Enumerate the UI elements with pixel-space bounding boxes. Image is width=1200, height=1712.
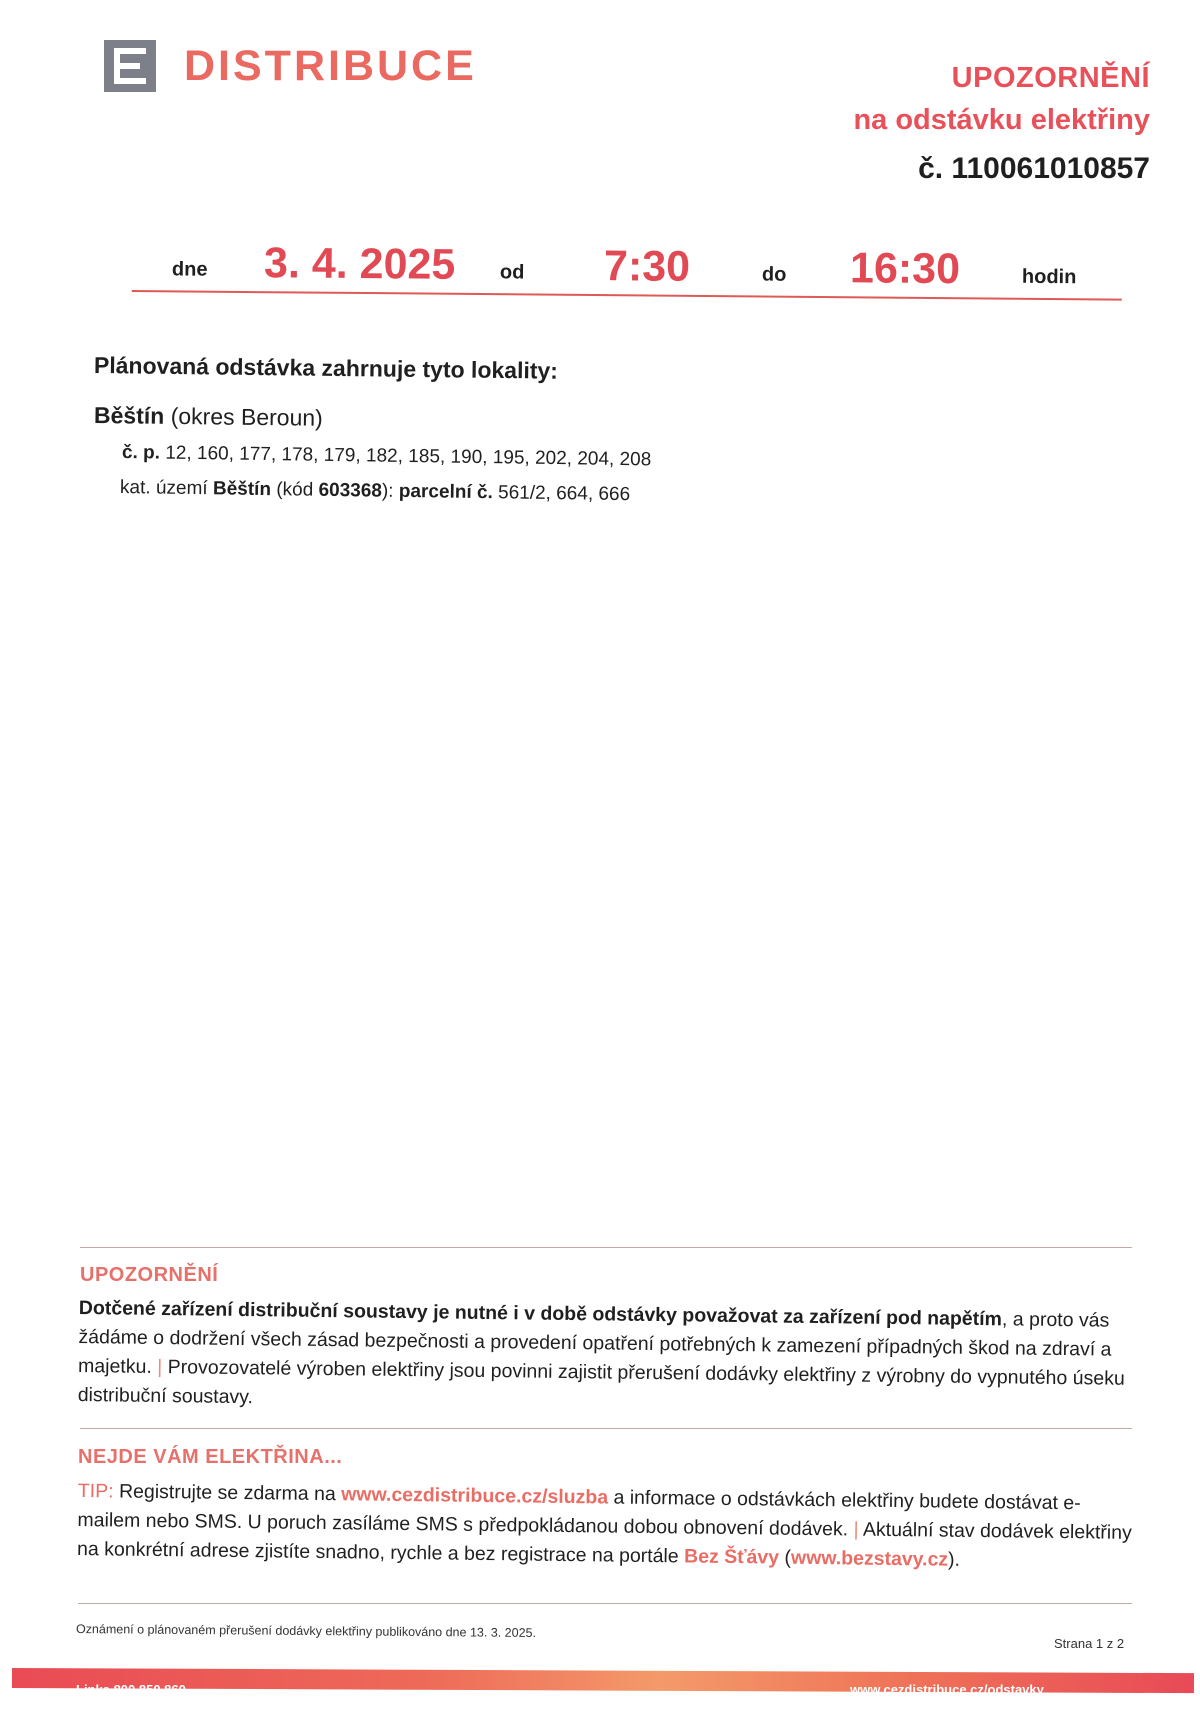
notice-number: č. 110061010857 — [918, 152, 1150, 185]
to-label: do — [761, 263, 787, 286]
paren-close: ). — [947, 1548, 961, 1571]
separator: | — [157, 1355, 163, 1379]
date-underline — [132, 290, 1122, 301]
parcel-label: parcelní č. — [398, 480, 493, 504]
outage-to-time: 16:30 — [849, 244, 961, 294]
tip-text-2: a informace o odstávkách elektřiny budete dostávat e-mailem nebo SMS. U poruch zasíláme SMS s předpokládanou dobou obnovení dodávek. — [77, 1486, 1081, 1541]
cp-label: č. p. — [121, 442, 161, 464]
kat-code: 603368 — [318, 479, 383, 502]
logo-e-icon — [104, 40, 156, 92]
warning-text-2: Provozovatelé výroben elektřiny jsou povinni zajistit přerušení dodávky elektřiny z výrobny do vypnutého úseku distribuční soustavy. — [77, 1356, 1125, 1409]
bezstavy-link[interactable]: www.bezstavy.cz — [790, 1546, 949, 1571]
warning-text-1: , a proto vás žádáme o dodržení všech zásad bezpečnosti a provedení opatření potřebných k zamezení případných škod na zdraví a majetku. — [77, 1308, 1112, 1378]
divider — [78, 1603, 1132, 1604]
no-power-text — [77, 1477, 1138, 1577]
parcel-numbers: 561/2, 664, 666 — [497, 482, 631, 506]
tip-text-1: Registrujte se zdarma na — [118, 1480, 336, 1506]
divider — [80, 1247, 1132, 1248]
tip-label: TIP: — [77, 1479, 114, 1503]
town-name: Běštín — [93, 402, 165, 429]
outage-date: 3. 4. 2025 — [263, 239, 456, 289]
page-number: Strana 1 z 2 — [1054, 1636, 1125, 1651]
company-logo — [104, 40, 477, 92]
hotline-partial: Linka 800 850 860 — [76, 1682, 186, 1697]
outage-from-time: 7:30 — [603, 242, 691, 291]
town-district: (okres Beroun) — [170, 402, 323, 431]
kat-name: Běštín — [212, 478, 272, 501]
localities-heading: Plánovaná odstávka zahrnuje tyto lokality: — [93, 352, 559, 384]
divider — [80, 1428, 1132, 1429]
portal-name: Bez Šťávy — [683, 1545, 780, 1569]
warning-title: UPOZORNĚNÍ — [80, 1264, 219, 1286]
warning-text — [78, 1294, 1139, 1423]
notice-subtitle: na odstávku elektřiny — [853, 104, 1150, 136]
kat-prefix: kat. území — [119, 477, 208, 500]
logo-text: DISTRIBUCE — [184, 41, 477, 90]
kat-code-pre: (kód — [276, 479, 314, 501]
cadastral-parcels — [120, 477, 630, 506]
no-power-title: NEJDE VÁM ELEKTŘINA... — [78, 1446, 343, 1468]
separator: | — [853, 1518, 859, 1541]
cp-numbers: 12, 160, 177, 178, 179, 182, 185, 190, 195, 202, 204, 208 — [165, 442, 652, 471]
outage-date-row — [132, 228, 1123, 317]
paren-open: ( — [784, 1546, 792, 1569]
tip-text-3: Aktuální stav dodávek elektřiny na konkrétní adrese zjistíte snadno, rychle a bez registrace na portále — [76, 1518, 1132, 1568]
from-label: od — [499, 261, 525, 284]
locality-town — [94, 402, 323, 432]
website-partial: www.cezdistribuce.cz/odstavky — [850, 1682, 1044, 1697]
publication-note: Oznámení o plánovaném přerušení dodávky elektřiny publikováno dne 13. 3. 2025. — [75, 1622, 537, 1641]
house-numbers — [122, 442, 652, 471]
day-label: dne — [171, 258, 208, 281]
registration-link[interactable]: www.cezdistribuce.cz/sluzba — [341, 1483, 609, 1509]
kat-code-post: ): — [381, 480, 394, 502]
notice-title: UPOZORNĚNÍ — [951, 62, 1150, 94]
hours-label: hodin — [1021, 265, 1077, 289]
warning-bold-text: Dotčené zařízení distribuční soustavy je nutné i v době odstávky považovat za zařízení pod napětím — [78, 1296, 1003, 1331]
